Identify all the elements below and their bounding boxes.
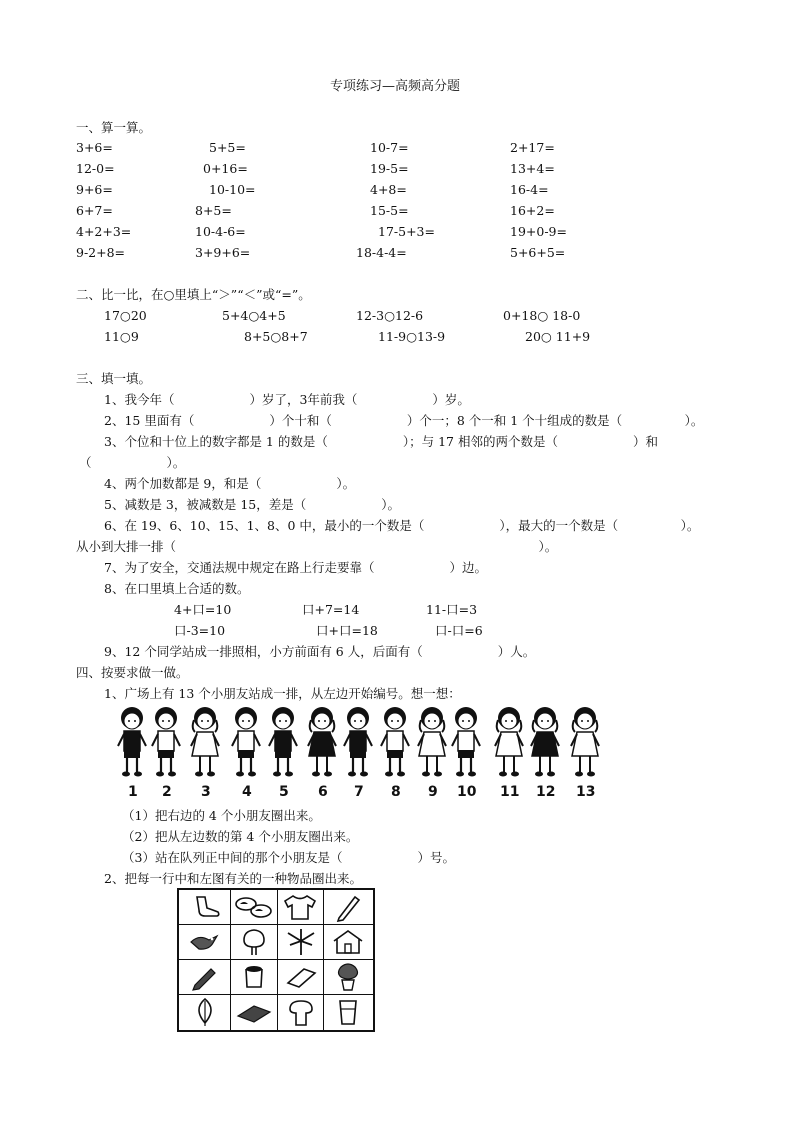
child-figure [567, 704, 603, 780]
child-number: 12 [536, 784, 556, 800]
fill-box-item: 4+口=10 [174, 602, 232, 617]
arithmetic-item: 5+5= [209, 140, 246, 155]
child-figure [340, 704, 376, 780]
child-figure [448, 704, 484, 780]
question-9: 9、12 个同学站成一排照相，小方前面有 6 人，后面有（ ）人。 [104, 644, 536, 659]
fill-box-item: 11-口=3 [426, 602, 478, 617]
picture-grid [177, 888, 375, 1032]
glass-icon [329, 997, 367, 1027]
bird-icon [185, 928, 225, 956]
question-1: 1、我今年（ ）岁了，3年前我（ ）岁。 [104, 392, 470, 407]
child-figure [414, 704, 450, 780]
books-icon [234, 998, 274, 1026]
arithmetic-item: 13+4= [510, 161, 555, 176]
arithmetic-item: 3+9+6= [195, 245, 251, 260]
question-3: 3、个位和十位上的数字都是 1 的数是（ ）；与 17 相邻的两个数是（ ）和 [104, 434, 658, 449]
question-5: 5、减数是 3，被减数是 15，差是（ ）。 [104, 497, 401, 512]
cup-icon [237, 962, 271, 992]
question-6-cont: 从小到大排一排（ ）。 [76, 539, 558, 554]
pencil-icon-2 [187, 963, 223, 991]
arithmetic-item: 18-4-4= [356, 245, 407, 260]
arithmetic-item: 10-7= [370, 140, 409, 155]
child-figure [148, 704, 184, 780]
compare-item: 20○ 11+9 [525, 329, 591, 344]
question-3-cont: （ ）。 [79, 455, 186, 470]
compare-item: 5+4○4+5 [222, 308, 286, 323]
child-number: 4 [242, 784, 252, 800]
child-number: 2 [162, 784, 172, 800]
arithmetic-item: 2+17= [510, 140, 555, 155]
arithmetic-item: 9+6= [76, 182, 113, 197]
subquestion-2: （2）把从左边数的第 4 个小朋友圈出来。 [122, 829, 359, 844]
potted-plant-icon [329, 961, 367, 992]
fill-box-item: 口+口=18 [316, 623, 378, 638]
section3-heading: 三、填一填。 [76, 371, 152, 386]
child-number: 11 [500, 784, 520, 800]
child-number: 9 [428, 784, 438, 800]
arithmetic-item: 3+6= [76, 140, 113, 155]
page-title: 专项练习—高频高分题 [330, 79, 461, 94]
arithmetic-item: 0+16= [203, 161, 248, 176]
child-number: 3 [201, 784, 211, 800]
arithmetic-item: 10-4-6= [195, 224, 246, 239]
arithmetic-item: 10-10= [209, 182, 256, 197]
child-figure [304, 704, 340, 780]
child-number: 1 [128, 784, 138, 800]
fill-box-item: 口+7=14 [302, 602, 360, 617]
child-figure [491, 704, 527, 780]
question-7: 7、为了安全，交通法规中规定在路上行走要靠（ ）边。 [104, 560, 487, 575]
question-4-1: 1、广场上有 13 个小朋友站成一排，从左边开始编号。想一想： [104, 686, 461, 701]
leaf-icon [187, 997, 223, 1027]
child-number: 10 [457, 784, 477, 800]
arithmetic-item: 16+2= [510, 203, 555, 218]
compare-item: 8+5○8+7 [244, 329, 308, 344]
arithmetic-item: 17-5+3= [378, 224, 435, 239]
arithmetic-item: 4+8= [370, 182, 407, 197]
foot-icon [187, 894, 223, 921]
section2-heading: 二、比一比，在○里填上“＞”“＜”或“=”。 [76, 287, 311, 302]
fill-box-item: 口-3=10 [174, 623, 226, 638]
child-number: 8 [391, 784, 401, 800]
child-number: 6 [318, 784, 328, 800]
child-figure [527, 704, 563, 780]
compare-item: 12-3○12-6 [356, 308, 424, 323]
compare-item: 11○9 [104, 329, 139, 344]
arithmetic-item: 19-5= [370, 161, 409, 176]
child-figure [228, 704, 264, 780]
arithmetic-item: 15-5= [370, 203, 409, 218]
section4-heading: 四、按要求做一做。 [76, 665, 189, 680]
compare-item: 17○20 [104, 308, 147, 323]
arithmetic-item: 9-2+8= [76, 245, 126, 260]
arithmetic-item: 19+0-9= [510, 224, 567, 239]
arithmetic-item: 16-4= [510, 182, 549, 197]
child-number: 7 [354, 784, 364, 800]
question-2: 2、15 里面有（ ）个十和（ ）个一；8 个一和 1 个十组成的数是（ ）。 [104, 413, 704, 428]
compare-item: 0+18○ 18-0 [503, 308, 581, 323]
child-figure [187, 704, 223, 780]
section1-heading: 一、算一算。 [76, 120, 152, 135]
arithmetic-item: 5+6+5= [510, 245, 566, 260]
plant-icon [282, 927, 320, 957]
fill-box-item: 口-口=6 [435, 623, 483, 638]
arithmetic-item: 8+5= [195, 203, 232, 218]
arithmetic-item: 4+2+3= [76, 224, 132, 239]
notebook-icon [282, 963, 320, 991]
tshirt-icon [281, 893, 319, 922]
child-number: 5 [279, 784, 289, 800]
child-figure [114, 704, 150, 780]
question-4-2: 2、把每一行中和左图有关的一种物品圈出来。 [104, 871, 362, 886]
child-number: 13 [576, 784, 596, 800]
arithmetic-item: 6+7= [76, 203, 113, 218]
compare-item: 11-9○13-9 [378, 329, 446, 344]
child-figure [265, 704, 301, 780]
tree-stump-icon [282, 997, 320, 1027]
subquestion-1: （1）把右边的 4 个小朋友圈出来。 [122, 808, 321, 823]
child-figure [377, 704, 413, 780]
house-icon [329, 927, 367, 957]
tree-icon [237, 927, 271, 957]
arithmetic-item: 12-0= [76, 161, 115, 176]
question-4: 4、两个加数都是 9，和是（ ）。 [104, 476, 356, 491]
slippers-icon [234, 894, 274, 921]
question-6: 6、在 19、6、10、15、1、8、0 中，最小的一个数是（ ），最大的一个数是（ ）。 [104, 518, 700, 533]
question-8: 8、在口里填上合适的数。 [104, 581, 250, 596]
subquestion-3: （3）站在队列正中间的那个小朋友是（ ）号。 [122, 850, 455, 865]
pencil-icon [329, 893, 367, 922]
